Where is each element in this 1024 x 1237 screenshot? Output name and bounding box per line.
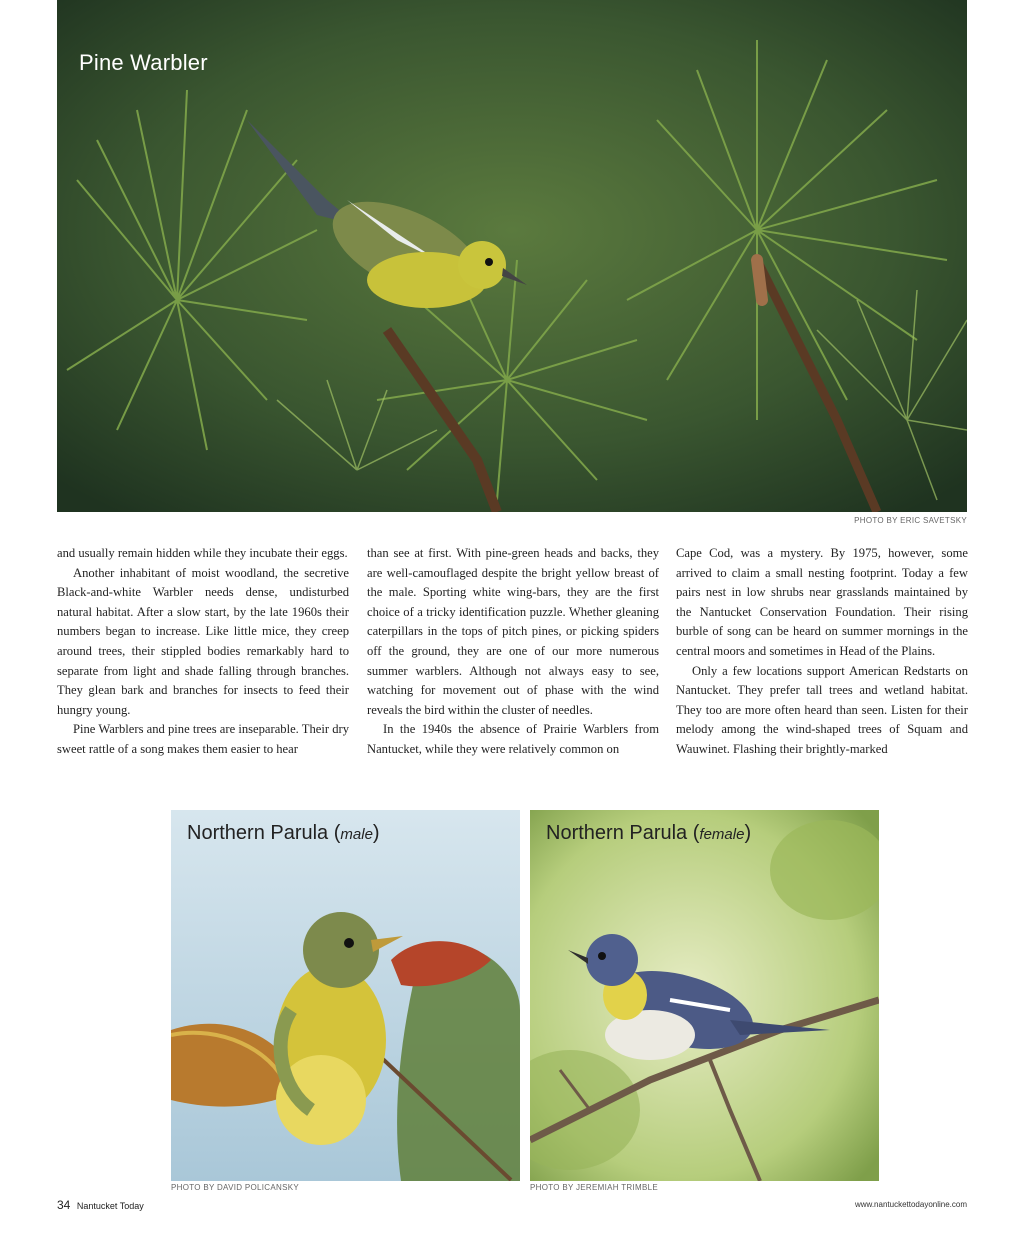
publication-name: Nantucket Today bbox=[76, 1201, 144, 1211]
page-number: 34 bbox=[57, 1198, 71, 1212]
parula-female-illustration bbox=[530, 810, 879, 1181]
page-footer-left bbox=[57, 1198, 144, 1212]
paragraph: Only a few locations support American Redstarts on Nantucket. They prefer tall trees and wetland habitat. They too are more often heard than seen. Listen for their melody among the wind-shaped trees of Squam and Wauwinet. Flashing their brightly-marked bbox=[676, 663, 968, 756]
website-url: www.nantuckettodayonline.com bbox=[854, 1200, 967, 1209]
pine-warbler-caption: Pine Warbler bbox=[79, 50, 208, 75]
article-body bbox=[57, 544, 967, 782]
paragraph: Another inhabitant of moist woodland, the secretive Black-and-white Warbler needs dense, undisturbed natural habitat. After a slow start, by the late 1960s their numbers began to increase. Like little mice, they creep around trees, their stippled bodies remarkably hard to separate from light and shade falling through branches. They glean bark and branches for insects to feed their hungry young. bbox=[57, 565, 349, 717]
paragraph: than see at first. With pine-green heads and backs, they are well-camouflaged despite the bright yellow breast of the male. Sporting white wing-bars, they are the first choice of a tricky identification puzzle. Whether gleaning caterpillars in the tops of pitch pines, or picking spiders off the ground, they are one of our more numerous summer warblers. Although not always easy to see, watching for movement out of phase with the wind reveals the bird within the cluster of needles. bbox=[367, 546, 659, 717]
northern-parula-female-photo bbox=[530, 810, 879, 1181]
caption-qualifier: male bbox=[340, 826, 373, 843]
article-column-3 bbox=[676, 544, 968, 760]
pine-warbler-photo bbox=[57, 0, 967, 512]
paragraph: Pine Warblers and pine trees are inseparable. Their dry sweet rattle of a song makes them easier to hear bbox=[57, 722, 349, 756]
pine-warbler-illustration bbox=[57, 0, 967, 512]
paragraph: and usually remain hidden while they incubate their eggs. bbox=[57, 546, 348, 560]
article-column-2 bbox=[367, 544, 659, 760]
caption-name: Northern Parula bbox=[546, 822, 688, 844]
parula-male-photo-credit: PHOTO BY DAVID POLICANSKY bbox=[171, 1183, 299, 1192]
parula-female-photo-credit: PHOTO BY JEREMIAH TRIMBLE bbox=[530, 1183, 658, 1192]
paragraph: Cape Cod, was a mystery. By 1975, however, some arrived to claim a small nesting footprint. Today a few pairs nest in low shrubs near grasslands maintained by the Nantucket Conservation Foundation. Their rising burble of song can be heard on summer mornings in the central moors and sometimes in Head of the Plains. bbox=[676, 546, 968, 658]
parula-female-caption: Northern Parula (female) bbox=[546, 822, 752, 844]
caption-qualifier: female bbox=[699, 826, 745, 843]
hero-photo-credit: PHOTO BY ERIC SAVETSKY bbox=[854, 516, 967, 525]
article-column-1 bbox=[57, 544, 349, 760]
paragraph: In the 1940s the absence of Prairie Warblers from Nantucket, while they were relatively common on bbox=[367, 722, 659, 756]
parula-male-caption: Northern Parula (male) bbox=[187, 822, 380, 844]
parula-male-illustration bbox=[171, 810, 520, 1181]
caption-name: Northern Parula bbox=[187, 822, 329, 844]
northern-parula-male-photo bbox=[171, 810, 520, 1181]
